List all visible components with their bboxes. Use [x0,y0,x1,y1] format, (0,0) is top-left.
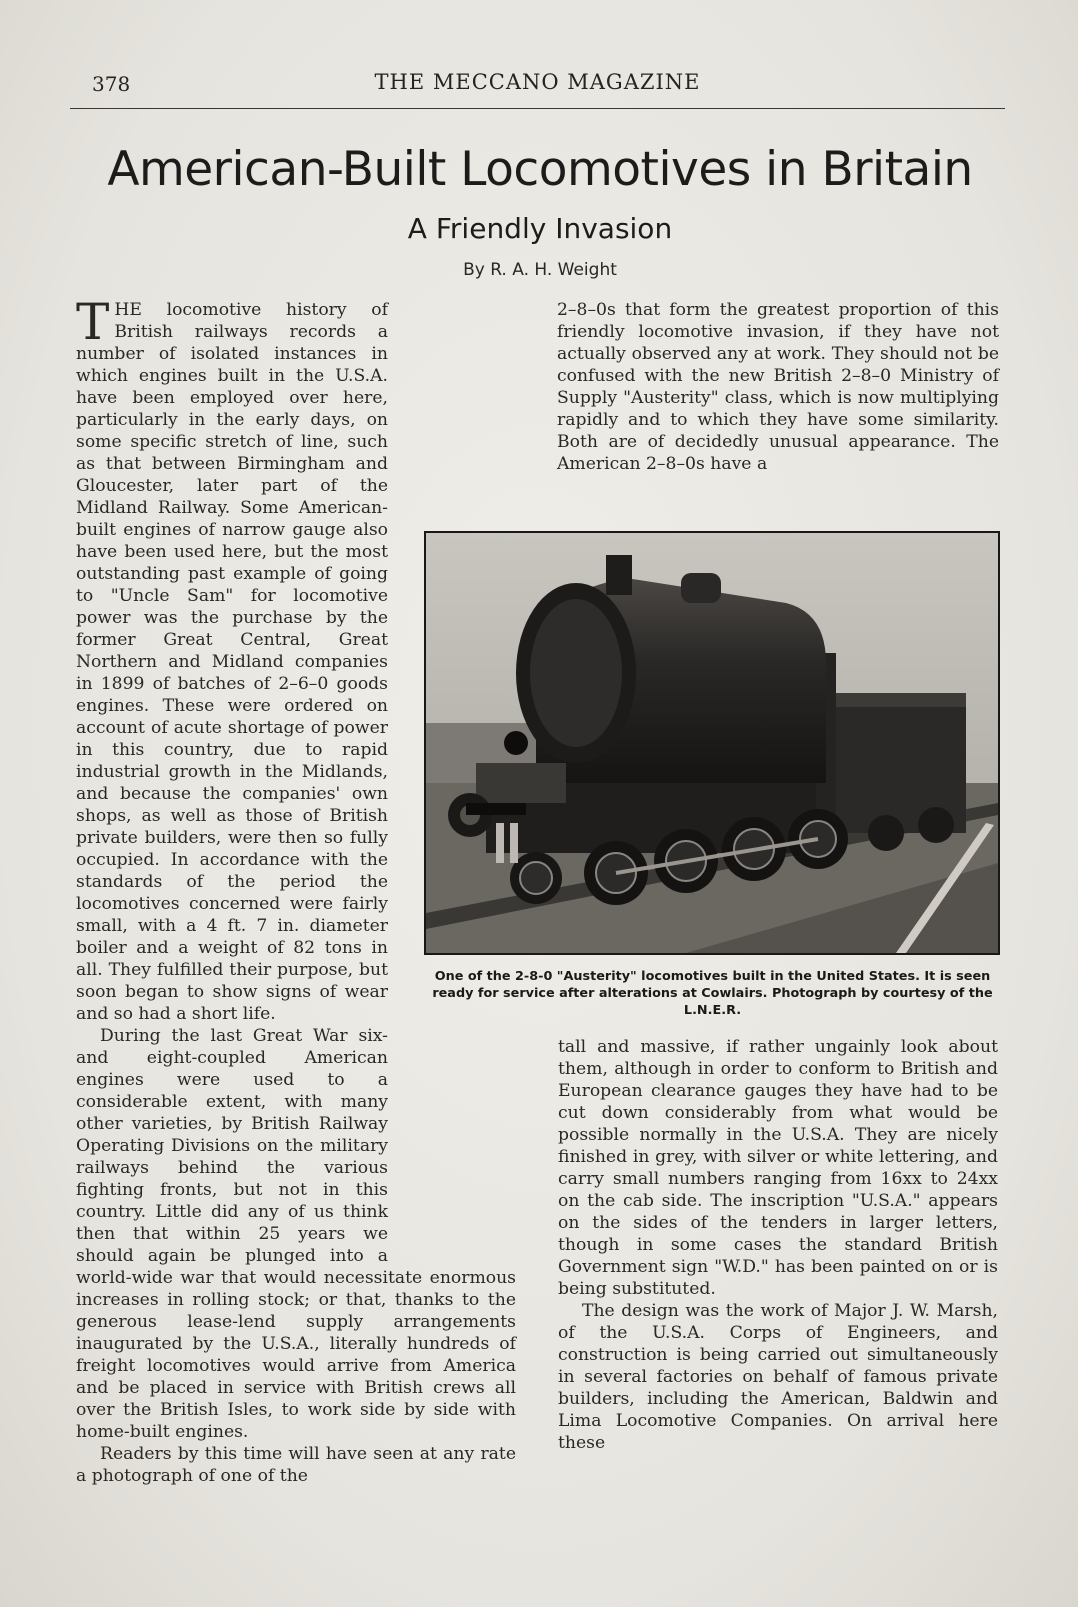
paragraph-text: HE locomotive history of British railways records a number of isolated instances in which engines built in the U.S.A. have been employed over here, particularly in the early days, on some specific stretch of line, such as that between Birmingham and Gloucester, later part of the Midland Railway. Some American-built engines of narrow gauge also have been used here, but the most outstanding past example of going to "Uncle Sam" for locomotive power was the purchase by the former Great Central, Great Northern and Midland companies in 1899 of batches of 2–6–0 goods engines. These were ordered on account of acute shortage of power in this country, due to rapid industrial growth in the Midlands, and because the companies' own shops, as well as those of British private builders, were then so fully occupied. In accordance with the standards of the period the locomotives concerned were fairly small, with a 4 ft. 7 in. diameter boiler and a weight of 82 tons in all. They fulfilled their purpose, but soon began to show signs of wear and so had a short life. [76,300,388,1024]
right-column-bottom [558,1036,998,1454]
article-subtitle: A Friendly Invasion [407,212,673,245]
running-title: THE MECCANO MAGAZINE [374,70,701,94]
paragraph: tall and massive, if rather ungainly look about them, although in order to conform to British and European clearance gauges they have had to be cut down considerably from what would be possible normally in the U.S.A. They are nicely finished in grey, with silver or white lettering, and carry small numbers ranging from 16xx to 24xx on the cab side. The inscription "U.S.A." appears on the sides of the tenders in larger letters, though in some cases the standard British Government sign "W.D." has been painted on or is being substituted. [558,1037,998,1299]
locomotive-photo [424,531,1000,955]
paragraph: The design was the work of Major J. W. Marsh, of the U.S.A. Corps of Engineers, and construction is being carried out simultaneously in several factories on behalf of famous private builders, including the American, Baldwin and Lima Locomotive Companies. On arrival here these [558,1301,998,1453]
article-byline: By R. A. H. Weight [463,260,617,280]
article-title: American-Built Locomotives in Britain [107,142,973,197]
paragraph: Readers by this time will have seen at any rate a photograph of one of the [76,1444,516,1486]
right-column-top [557,299,999,475]
drop-cap: T [76,293,110,351]
paragraph: 2–8–0s that form the greatest proportion of this friendly locomotive invasion, if they have not actually observed any at work. They should not be confused with the new British 2–8–0 Ministry of Supply "Austerity" class, which is now multiplying rapidly and to which they have some similarity. Both are of decidedly unusual appearance. The American 2–8–0s have a [557,300,999,474]
photo-caption: One of the 2-8-0 "Austerity" locomotives built in the United States. It is seen ready for service after alterations at Cowlairs. Photograph by courtesy of the L.N.E.R. [432,969,993,1018]
paragraph: During the last Great War six- and eight-coupled American engines were used to a considerable extent, with many other varieties, by British Railway Operating Divisions on the military railways behind the various fighting fronts, but not in this country. Little did any of us think then that within 25 years we should again be plunged into a world-wide war that would necessitate enormous increases in rolling stock; or that, thanks to the generous lease-lend supply arrangements inaugurated by the U.S.A., literally hundreds of freight locomotives would arrive from America and be placed in service with British crews all over the British Isles, to work side by side with home-built engines. [76,1026,516,1442]
locomotive-photo-image [426,533,998,953]
page-number: 378 [92,72,131,96]
page-header [70,68,1005,109]
